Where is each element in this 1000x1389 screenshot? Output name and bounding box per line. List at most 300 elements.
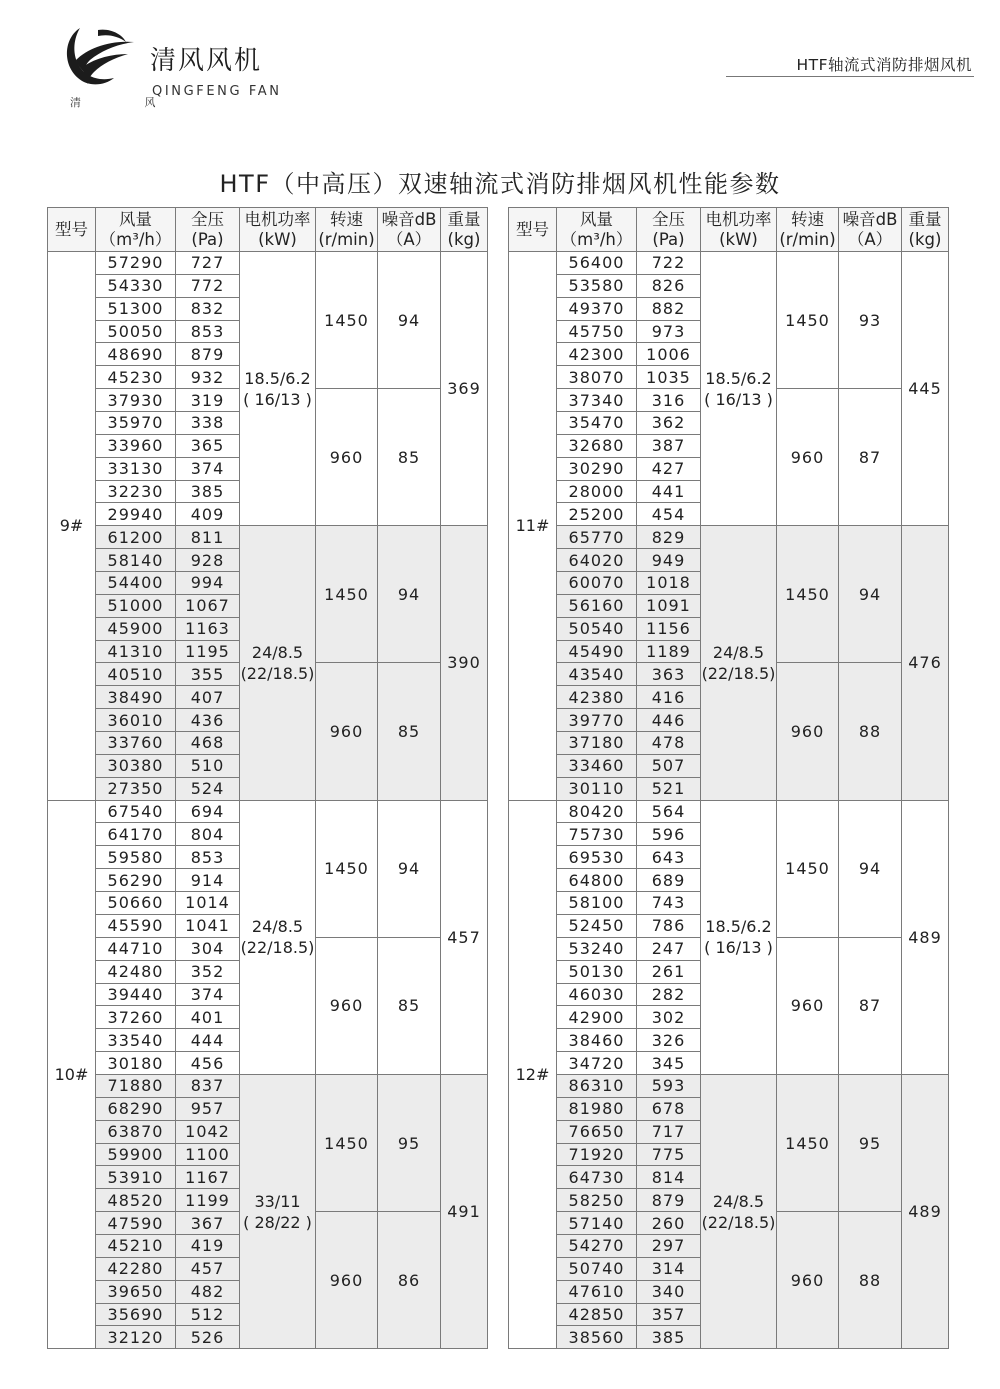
column-header-label: 电机功率 xyxy=(705,209,772,229)
pressure-cell: 482 xyxy=(176,1280,240,1303)
pressure-cell: 1006 xyxy=(637,343,701,366)
pressure-cell: 1195 xyxy=(176,640,240,663)
pressure-cell: 596 xyxy=(637,823,701,846)
pressure-cell: 932 xyxy=(176,366,240,389)
speed-cell: 960 xyxy=(316,937,378,1074)
pressure-cell: 727 xyxy=(176,252,240,275)
pressure-cell: 804 xyxy=(176,823,240,846)
swirl-logo-icon xyxy=(58,20,138,92)
airflow-cell: 46030 xyxy=(557,983,637,1006)
pressure-cell: 973 xyxy=(637,320,701,343)
airflow-cell: 39650 xyxy=(96,1280,176,1303)
column-header-label: 电机功率 xyxy=(244,209,311,229)
motor-power-cell xyxy=(701,1074,777,1348)
pressure-cell: 247 xyxy=(637,937,701,960)
pressure-cell: 914 xyxy=(176,869,240,892)
column-header-unit: (r/min) xyxy=(779,229,836,249)
airflow-cell: 38560 xyxy=(557,1326,637,1349)
pressure-cell: 512 xyxy=(176,1303,240,1326)
airflow-cell: 30180 xyxy=(96,1052,176,1075)
airflow-cell: 25200 xyxy=(557,503,637,526)
airflow-cell: 52450 xyxy=(557,914,637,937)
airflow-cell: 33130 xyxy=(96,457,176,480)
pressure-cell: 319 xyxy=(176,389,240,412)
airflow-cell: 41310 xyxy=(96,640,176,663)
brand-name-cn: 清风风机 xyxy=(150,46,263,76)
pressure-cell: 994 xyxy=(176,572,240,595)
airflow-cell: 37930 xyxy=(96,389,176,412)
airflow-cell: 56400 xyxy=(557,252,637,275)
column-header xyxy=(316,208,378,252)
header-divider xyxy=(726,76,974,77)
column-header-label: 全压 xyxy=(191,209,224,229)
motor-power-line: ( 28/22 ) xyxy=(243,1212,312,1232)
pressure-cell: 409 xyxy=(176,503,240,526)
table-header-row xyxy=(509,208,949,252)
airflow-cell: 29940 xyxy=(96,503,176,526)
noise-cell: 94 xyxy=(378,800,441,937)
speed-cell: 1450 xyxy=(316,800,378,937)
airflow-cell: 38460 xyxy=(557,1029,637,1052)
motor-power-line: ( 16/13 ) xyxy=(704,938,773,958)
speed-cell: 960 xyxy=(777,663,839,800)
airflow-cell: 45750 xyxy=(557,320,637,343)
airflow-cell: 39440 xyxy=(96,983,176,1006)
airflow-cell: 71880 xyxy=(96,1074,176,1097)
airflow-cell: 48520 xyxy=(96,1189,176,1212)
pressure-cell: 416 xyxy=(637,686,701,709)
motor-power-cell xyxy=(701,526,777,800)
column-header-label: 风量 xyxy=(580,209,613,229)
airflow-cell: 47610 xyxy=(557,1280,637,1303)
airflow-cell: 64730 xyxy=(557,1166,637,1189)
pressure-cell: 1100 xyxy=(176,1143,240,1166)
pressure-cell: 949 xyxy=(637,549,701,572)
column-header-unit: (r/min) xyxy=(318,229,375,249)
airflow-cell: 38070 xyxy=(557,366,637,389)
airflow-cell: 32120 xyxy=(96,1326,176,1349)
noise-cell: 88 xyxy=(839,663,902,800)
column-header-unit: (kg) xyxy=(447,229,481,249)
pressure-cell: 722 xyxy=(637,252,701,275)
column-header xyxy=(902,208,949,252)
airflow-cell: 65770 xyxy=(557,526,637,549)
pressure-cell: 829 xyxy=(637,526,701,549)
noise-cell: 87 xyxy=(839,937,902,1074)
table-row xyxy=(509,252,949,275)
noise-cell: 94 xyxy=(839,800,902,937)
motor-power-line: ( 16/13 ) xyxy=(704,389,773,409)
weight-cell: 369 xyxy=(441,252,488,526)
airflow-cell: 53910 xyxy=(96,1166,176,1189)
airflow-cell: 35470 xyxy=(557,412,637,435)
airflow-cell: 63870 xyxy=(96,1120,176,1143)
pressure-cell: 832 xyxy=(176,297,240,320)
airflow-cell: 60070 xyxy=(557,572,637,595)
noise-cell: 86 xyxy=(378,1212,441,1349)
airflow-cell: 45490 xyxy=(557,640,637,663)
table-row xyxy=(48,526,488,549)
speed-cell: 960 xyxy=(777,1212,839,1349)
pressure-cell: 362 xyxy=(637,412,701,435)
column-header xyxy=(441,208,488,252)
pressure-cell: 882 xyxy=(637,297,701,320)
pressure-cell: 446 xyxy=(637,709,701,732)
airflow-cell: 57290 xyxy=(96,252,176,275)
pressure-cell: 374 xyxy=(176,457,240,480)
brand-name-en: QINGFENG FAN xyxy=(152,84,282,99)
motor-power-line: (22/18.5) xyxy=(240,663,315,683)
speed-cell: 1450 xyxy=(777,800,839,937)
pressure-cell: 456 xyxy=(176,1052,240,1075)
pressure-cell: 385 xyxy=(176,480,240,503)
airflow-cell: 81980 xyxy=(557,1097,637,1120)
pressure-cell: 1091 xyxy=(637,594,701,617)
column-header xyxy=(509,208,557,252)
airflow-cell: 45230 xyxy=(96,366,176,389)
pressure-cell: 1163 xyxy=(176,617,240,640)
column-header-unit: (kW) xyxy=(258,229,297,249)
pressure-cell: 678 xyxy=(637,1097,701,1120)
airflow-cell: 45590 xyxy=(96,914,176,937)
pressure-cell: 1167 xyxy=(176,1166,240,1189)
table-header-row xyxy=(48,208,488,252)
pressure-cell: 717 xyxy=(637,1120,701,1143)
model-cell: 12# xyxy=(509,800,557,1349)
table-row xyxy=(509,526,949,549)
column-header xyxy=(176,208,240,252)
pressure-cell: 593 xyxy=(637,1074,701,1097)
table-row xyxy=(48,252,488,275)
noise-cell: 95 xyxy=(378,1074,441,1211)
airflow-cell: 28000 xyxy=(557,480,637,503)
airflow-cell: 54400 xyxy=(96,572,176,595)
airflow-cell: 34720 xyxy=(557,1052,637,1075)
pressure-cell: 1041 xyxy=(176,914,240,937)
pressure-cell: 441 xyxy=(637,480,701,503)
pressure-cell: 1018 xyxy=(637,572,701,595)
pressure-cell: 811 xyxy=(176,526,240,549)
airflow-cell: 37340 xyxy=(557,389,637,412)
motor-power-line: (22/18.5) xyxy=(701,663,776,683)
weight-cell: 445 xyxy=(902,252,949,526)
pressure-cell: 689 xyxy=(637,869,701,892)
table-row xyxy=(48,1074,488,1097)
motor-power-cell xyxy=(240,800,316,1074)
pressure-cell: 524 xyxy=(176,777,240,800)
performance-table-right xyxy=(508,207,949,1349)
noise-cell: 94 xyxy=(378,252,441,389)
pressure-cell: 1199 xyxy=(176,1189,240,1212)
motor-power-cell xyxy=(240,252,316,526)
airflow-cell: 30380 xyxy=(96,754,176,777)
weight-cell: 489 xyxy=(902,800,949,1074)
airflow-cell: 30290 xyxy=(557,457,637,480)
pressure-cell: 419 xyxy=(176,1234,240,1257)
airflow-cell: 64020 xyxy=(557,549,637,572)
motor-power-cell xyxy=(701,252,777,526)
airflow-cell: 54330 xyxy=(96,274,176,297)
airflow-cell: 39770 xyxy=(557,709,637,732)
column-header xyxy=(96,208,176,252)
airflow-cell: 54270 xyxy=(557,1234,637,1257)
airflow-cell: 30110 xyxy=(557,777,637,800)
airflow-cell: 42280 xyxy=(96,1257,176,1280)
column-header-label: 型号 xyxy=(516,219,549,239)
pressure-cell: 564 xyxy=(637,800,701,823)
pressure-cell: 478 xyxy=(637,732,701,755)
pressure-cell: 853 xyxy=(176,846,240,869)
pressure-cell: 507 xyxy=(637,754,701,777)
weight-cell: 489 xyxy=(902,1074,949,1348)
airflow-cell: 32680 xyxy=(557,434,637,457)
airflow-cell: 50740 xyxy=(557,1257,637,1280)
speed-cell: 1450 xyxy=(777,526,839,663)
airflow-cell: 33540 xyxy=(96,1029,176,1052)
airflow-cell: 42300 xyxy=(557,343,637,366)
noise-cell: 95 xyxy=(839,1074,902,1211)
column-header-unit: （A） xyxy=(386,229,432,249)
column-header-unit: （m³/h） xyxy=(560,229,633,249)
airflow-cell: 42850 xyxy=(557,1303,637,1326)
pressure-cell: 436 xyxy=(176,709,240,732)
pressure-cell: 427 xyxy=(637,457,701,480)
pressure-cell: 340 xyxy=(637,1280,701,1303)
airflow-cell: 37260 xyxy=(96,1006,176,1029)
pressure-cell: 775 xyxy=(637,1143,701,1166)
airflow-cell: 33760 xyxy=(96,732,176,755)
pressure-cell: 374 xyxy=(176,983,240,1006)
airflow-cell: 50540 xyxy=(557,617,637,640)
pressure-cell: 743 xyxy=(637,892,701,915)
airflow-cell: 67540 xyxy=(96,800,176,823)
column-header-label: 重量 xyxy=(908,209,942,229)
airflow-cell: 42480 xyxy=(96,960,176,983)
motor-power-line: 24/8.5 xyxy=(251,917,304,937)
airflow-cell: 58140 xyxy=(96,549,176,572)
pressure-cell: 837 xyxy=(176,1074,240,1097)
noise-cell: 88 xyxy=(839,1212,902,1349)
airflow-cell: 45210 xyxy=(96,1234,176,1257)
airflow-cell: 50050 xyxy=(96,320,176,343)
speed-cell: 1450 xyxy=(777,252,839,389)
motor-power-line: ( 16/13 ) xyxy=(243,389,312,409)
speed-cell: 1450 xyxy=(316,526,378,663)
pressure-cell: 1189 xyxy=(637,640,701,663)
column-header-label: 风量 xyxy=(119,209,152,229)
column-header xyxy=(48,208,96,252)
column-header-unit: (Pa) xyxy=(191,229,224,249)
pressure-cell: 1067 xyxy=(176,594,240,617)
airflow-cell: 36010 xyxy=(96,709,176,732)
pressure-cell: 357 xyxy=(637,1303,701,1326)
pressure-cell: 879 xyxy=(176,343,240,366)
column-header-label: 噪音dB xyxy=(842,209,898,229)
column-header-label: 重量 xyxy=(447,209,481,229)
table-row xyxy=(509,800,949,823)
table-row xyxy=(48,800,488,823)
noise-cell: 94 xyxy=(378,526,441,663)
column-header xyxy=(637,208,701,252)
speed-cell: 960 xyxy=(316,389,378,526)
airflow-cell: 27350 xyxy=(96,777,176,800)
noise-cell: 87 xyxy=(839,389,902,526)
motor-power-line: 18.5/6.2 xyxy=(705,368,772,388)
motor-power-cell xyxy=(701,800,777,1074)
pressure-cell: 521 xyxy=(637,777,701,800)
pressure-cell: 355 xyxy=(176,663,240,686)
page-header xyxy=(0,0,1000,120)
pressure-cell: 407 xyxy=(176,686,240,709)
airflow-cell: 33460 xyxy=(557,754,637,777)
pressure-cell: 772 xyxy=(176,274,240,297)
pressure-cell: 260 xyxy=(637,1212,701,1235)
airflow-cell: 68290 xyxy=(96,1097,176,1120)
speed-cell: 960 xyxy=(316,663,378,800)
pressure-cell: 1035 xyxy=(637,366,701,389)
noise-cell: 85 xyxy=(378,937,441,1074)
pressure-cell: 694 xyxy=(176,800,240,823)
airflow-cell: 42900 xyxy=(557,1006,637,1029)
column-header-unit: (Pa) xyxy=(652,229,685,249)
airflow-cell: 47590 xyxy=(96,1212,176,1235)
column-header xyxy=(701,208,777,252)
column-header-label: 噪音dB xyxy=(381,209,437,229)
pressure-cell: 879 xyxy=(637,1189,701,1212)
airflow-cell: 51000 xyxy=(96,594,176,617)
airflow-cell: 38490 xyxy=(96,686,176,709)
pressure-cell: 826 xyxy=(637,274,701,297)
airflow-cell: 49370 xyxy=(557,297,637,320)
airflow-cell: 33960 xyxy=(96,434,176,457)
airflow-cell: 59580 xyxy=(96,846,176,869)
weight-cell: 476 xyxy=(902,526,949,800)
weight-cell: 457 xyxy=(441,800,488,1074)
column-header xyxy=(557,208,637,252)
pressure-cell: 1042 xyxy=(176,1120,240,1143)
pressure-cell: 338 xyxy=(176,412,240,435)
pressure-cell: 302 xyxy=(637,1006,701,1029)
model-cell: 10# xyxy=(48,800,96,1349)
motor-power-line: 18.5/6.2 xyxy=(705,917,772,937)
pressure-cell: 363 xyxy=(637,663,701,686)
speed-cell: 960 xyxy=(316,1212,378,1349)
pressure-cell: 365 xyxy=(176,434,240,457)
pressure-cell: 352 xyxy=(176,960,240,983)
column-header xyxy=(240,208,316,252)
pressure-cell: 468 xyxy=(176,732,240,755)
motor-power-cell xyxy=(240,1074,316,1348)
column-header xyxy=(777,208,839,252)
airflow-cell: 80420 xyxy=(557,800,637,823)
pressure-cell: 928 xyxy=(176,549,240,572)
airflow-cell: 42380 xyxy=(557,686,637,709)
pressure-cell: 261 xyxy=(637,960,701,983)
airflow-cell: 43540 xyxy=(557,663,637,686)
airflow-cell: 76650 xyxy=(557,1120,637,1143)
motor-power-cell xyxy=(240,526,316,800)
airflow-cell: 35690 xyxy=(96,1303,176,1326)
pressure-cell: 853 xyxy=(176,320,240,343)
catalog-section-title: HTF轴流式消防排烟风机 xyxy=(796,56,972,74)
airflow-cell: 64170 xyxy=(96,823,176,846)
column-header-unit: （A） xyxy=(847,229,893,249)
pressure-cell: 401 xyxy=(176,1006,240,1029)
performance-table-left xyxy=(47,207,488,1349)
column-header-unit: (kg) xyxy=(908,229,942,249)
pressure-cell: 282 xyxy=(637,983,701,1006)
airflow-cell: 58250 xyxy=(557,1189,637,1212)
pressure-cell: 316 xyxy=(637,389,701,412)
motor-power-line: 24/8.5 xyxy=(251,642,304,662)
airflow-cell: 69530 xyxy=(557,846,637,869)
pressure-cell: 304 xyxy=(176,937,240,960)
airflow-cell: 45900 xyxy=(96,617,176,640)
pressure-cell: 326 xyxy=(637,1029,701,1052)
column-header-label: 型号 xyxy=(55,219,88,239)
pressure-cell: 957 xyxy=(176,1097,240,1120)
weight-cell: 390 xyxy=(441,526,488,800)
airflow-cell: 56290 xyxy=(96,869,176,892)
airflow-cell: 50660 xyxy=(96,892,176,915)
column-header-label: 全压 xyxy=(652,209,685,229)
pressure-cell: 814 xyxy=(637,1166,701,1189)
airflow-cell: 50130 xyxy=(557,960,637,983)
speed-cell: 960 xyxy=(777,389,839,526)
pressure-cell: 367 xyxy=(176,1212,240,1235)
speed-cell: 960 xyxy=(777,937,839,1074)
pressure-cell: 444 xyxy=(176,1029,240,1052)
pressure-cell: 454 xyxy=(637,503,701,526)
brand-logo-caption: 清 风 xyxy=(70,96,186,109)
pressure-cell: 1156 xyxy=(637,617,701,640)
noise-cell: 85 xyxy=(378,663,441,800)
airflow-cell: 40510 xyxy=(96,663,176,686)
pressure-cell: 786 xyxy=(637,914,701,937)
column-header xyxy=(839,208,902,252)
airflow-cell: 56160 xyxy=(557,594,637,617)
airflow-cell: 35970 xyxy=(96,412,176,435)
airflow-cell: 53580 xyxy=(557,274,637,297)
motor-power-line: 33/11 xyxy=(254,1191,301,1211)
airflow-cell: 57140 xyxy=(557,1212,637,1235)
airflow-cell: 64800 xyxy=(557,869,637,892)
pressure-cell: 643 xyxy=(637,846,701,869)
airflow-cell: 44710 xyxy=(96,937,176,960)
airflow-cell: 59900 xyxy=(96,1143,176,1166)
speed-cell: 1450 xyxy=(777,1074,839,1211)
airflow-cell: 37180 xyxy=(557,732,637,755)
airflow-cell: 86310 xyxy=(557,1074,637,1097)
airflow-cell: 51300 xyxy=(96,297,176,320)
airflow-cell: 53240 xyxy=(557,937,637,960)
airflow-cell: 71920 xyxy=(557,1143,637,1166)
pressure-cell: 314 xyxy=(637,1257,701,1280)
pressure-cell: 510 xyxy=(176,754,240,777)
pressure-cell: 387 xyxy=(637,434,701,457)
airflow-cell: 75730 xyxy=(557,823,637,846)
pressure-cell: 526 xyxy=(176,1326,240,1349)
pressure-cell: 385 xyxy=(637,1326,701,1349)
motor-power-line: 24/8.5 xyxy=(712,1191,765,1211)
column-header-label: 转速 xyxy=(791,209,824,229)
motor-power-line: (22/18.5) xyxy=(240,938,315,958)
speed-cell: 1450 xyxy=(316,252,378,389)
column-header-unit: (kW) xyxy=(719,229,758,249)
airflow-cell: 58100 xyxy=(557,892,637,915)
model-cell: 11# xyxy=(509,252,557,801)
noise-cell: 85 xyxy=(378,389,441,526)
